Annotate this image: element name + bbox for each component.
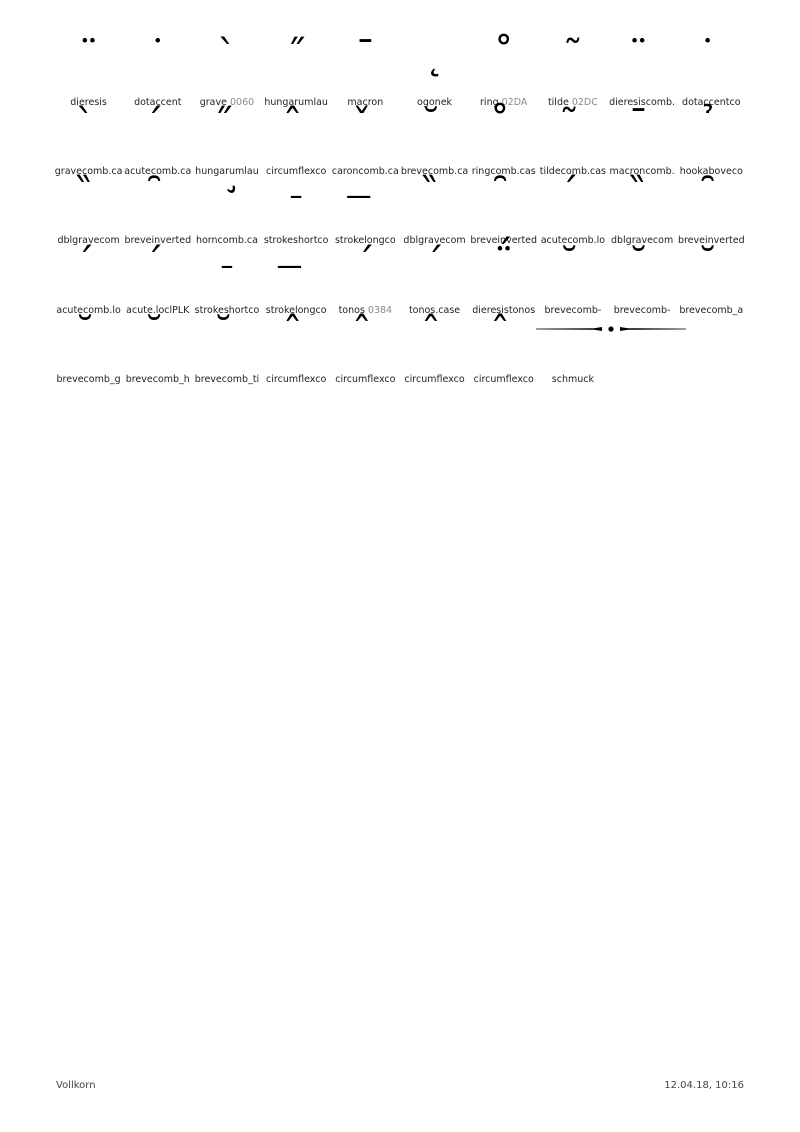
glyph-name: hungarumlau — [195, 166, 259, 178]
glyph-cell — [54, 158, 123, 247]
glyph-label — [54, 374, 123, 386]
glyph-label — [262, 374, 331, 386]
glyph-sample: ̛ — [220, 171, 234, 218]
glyph-name: tildecomb.cas — [539, 166, 607, 178]
glyph-code: 02DA — [501, 97, 528, 108]
glyph-cell — [331, 228, 400, 316]
glyph-cell — [262, 89, 331, 178]
glyph-sample: ̏ — [428, 171, 441, 218]
glyph-code: 0060 — [229, 97, 255, 108]
glyph-name: circumflexco — [473, 373, 534, 385]
glyph-sample: ̂ — [289, 309, 303, 356]
glyph-name: dblgravecom — [610, 235, 674, 247]
glyph-cell — [192, 89, 261, 178]
glyph-cell — [677, 89, 746, 178]
glyph-label — [192, 374, 261, 386]
glyph-sample: ̆ — [566, 240, 580, 287]
glyph-sample: ̵ — [220, 240, 234, 287]
glyph-name: acutecomb.lo — [56, 304, 121, 316]
glyph-name: ringcomb.cas — [471, 166, 536, 178]
glyph-cell — [400, 297, 469, 385]
glyph-name: acutecomb.ca — [124, 166, 192, 178]
glyph-cell — [400, 228, 469, 316]
glyph-name: dblgravecom — [57, 235, 120, 247]
glyph-name: acutecomb.lo — [540, 235, 606, 247]
glyph-cell — [677, 228, 746, 316]
glyph-sample: ̌ — [358, 102, 372, 149]
glyph-sample: ́ — [151, 102, 165, 149]
glyph-name: acute.loclPLK — [126, 304, 190, 316]
glyph-cell — [538, 89, 607, 178]
glyph-cell — [469, 89, 538, 178]
glyph-sample: ˚ — [493, 33, 514, 79]
glyph-cell — [677, 158, 746, 247]
glyph-name: circumflexco — [266, 166, 327, 178]
glyph-sample: ̇ — [704, 33, 718, 79]
glyph-sample: ̆ — [635, 240, 649, 287]
glyph-label — [331, 374, 400, 386]
glyph-name: hookaboveco — [679, 166, 743, 178]
glyph-name: strokelongco — [334, 235, 396, 247]
glyph-name: breveinverted — [470, 235, 538, 247]
glyph-cell — [262, 20, 331, 108]
glyph-cell — [469, 158, 538, 247]
glyph-cell — [262, 297, 331, 385]
glyph-name: brevecomb_ti — [194, 373, 260, 385]
glyph-name: horncomb.ca — [195, 235, 258, 247]
glyph-name: dotaccent — [134, 97, 182, 108]
glyph-cell — [677, 20, 746, 108]
glyph-sample: ̏ — [82, 171, 95, 218]
glyph-cell — [469, 297, 538, 385]
glyph-name: brevecomb_a — [679, 304, 744, 316]
glyph-sample: ̂ — [289, 102, 303, 149]
glyph-label — [469, 374, 538, 386]
glyph-label — [538, 374, 607, 386]
glyph-name: brevecomb.ca — [400, 166, 469, 178]
glyph-name: macroncomb. — [609, 166, 675, 178]
glyph-name: dblgravecom — [403, 235, 466, 247]
glyph-sample: ̑ — [704, 171, 718, 218]
glyph-cell — [123, 89, 192, 178]
glyph-name: tonos.case — [408, 304, 461, 316]
glyph-name: brevecomb- — [544, 304, 602, 316]
glyph-sample: ̶ — [289, 240, 303, 287]
glyph-cell — [54, 89, 123, 178]
glyph-sample: ` — [216, 33, 237, 79]
glyph-sample: ̂ — [358, 309, 372, 356]
glyph-cell — [123, 20, 192, 108]
font-name: Vollkorn — [56, 1080, 96, 1091]
glyph-name: circumflexco — [404, 373, 465, 385]
glyph-sample: ΄ — [424, 240, 445, 287]
glyph-sample: ˝ — [286, 33, 307, 79]
glyph-name: breveinverted — [124, 235, 192, 247]
glyph-sample: ΄ — [355, 240, 376, 287]
glyph-cell — [54, 228, 123, 316]
glyph-name: strokeshortco — [263, 235, 329, 247]
glyph-label — [123, 374, 192, 386]
glyph-sample: ̋ — [220, 102, 234, 149]
glyph-sample: ̂ — [497, 309, 511, 356]
glyph-cell — [608, 20, 677, 108]
glyph-sample: ̀ — [82, 102, 95, 149]
glyph-cell — [331, 89, 400, 178]
glyph-cell — [608, 228, 677, 316]
glyph-code: 0384 — [367, 304, 393, 316]
glyph-name: ring — [480, 97, 499, 108]
glyph-sample: ̆ — [428, 102, 441, 149]
glyph-sample: ̊ — [497, 102, 511, 149]
glyph-name: brevecomb_g — [56, 373, 121, 385]
glyph-cell — [538, 297, 607, 385]
glyph-sample: ̆ — [704, 240, 718, 287]
glyph-cell — [608, 89, 677, 178]
glyph-sample: ́ — [151, 240, 165, 287]
glyph-cell — [469, 228, 538, 316]
glyph-name: brevecomb- — [613, 304, 671, 316]
glyph-cell — [123, 297, 192, 385]
glyph-sample: ˛ — [424, 33, 445, 79]
glyph-sample: ̆ — [151, 309, 165, 356]
glyph-sample: ̆ — [220, 309, 234, 356]
glyph-cell — [400, 158, 469, 247]
glyph-name: dieresiscomb. — [609, 97, 676, 108]
glyph-name: caroncomb.ca — [331, 166, 399, 178]
glyph-cell — [538, 228, 607, 316]
glyph-name: tonos — [338, 304, 365, 316]
glyph-sample: ̵ — [289, 171, 303, 218]
glyph-label — [608, 305, 677, 317]
glyph-name: brevecomb_h — [125, 373, 190, 385]
glyph-cell — [192, 20, 261, 108]
glyph-sample: ¯ — [355, 33, 376, 79]
glyph-sample: ̆ — [82, 309, 95, 356]
glyph-name: gravecomb.ca — [54, 166, 123, 178]
glyph-sample: ̄ — [635, 102, 649, 149]
glyph-name: hungarumlau — [264, 97, 328, 108]
glyph-sample: ΅ — [493, 240, 514, 287]
glyph-sample: ́ — [82, 240, 95, 287]
glyph-sample: ˜ — [562, 33, 583, 79]
glyph-sample: ̈ — [635, 33, 649, 79]
glyph-name: circumflexco — [266, 373, 327, 385]
glyph-cell — [123, 158, 192, 247]
glyph-name: schmuck — [551, 373, 594, 385]
glyph-cell — [538, 20, 607, 108]
glyph-cell — [400, 20, 469, 108]
glyph-cell — [608, 158, 677, 247]
glyph-sample: ˙ — [147, 33, 168, 79]
glyph-code: 02DC — [571, 97, 598, 108]
glyph-cell — [262, 158, 331, 247]
glyph-name: breveinverted — [677, 235, 745, 247]
glyph-name: ogonek — [417, 97, 453, 108]
glyph-name: tilde — [547, 97, 569, 108]
glyph-cell — [538, 158, 607, 247]
glyph-cell — [331, 20, 400, 108]
glyph-sample: ̂ — [428, 309, 441, 356]
glyph-cell — [192, 158, 261, 247]
glyph-grid — [54, 20, 746, 385]
glyph-name: strokeshortco — [194, 304, 260, 316]
glyph-sample: ̑ — [497, 171, 511, 218]
glyph-cell — [123, 228, 192, 316]
glyph-name: dieresistonos — [472, 304, 536, 316]
glyph-name: macron — [347, 97, 384, 108]
glyph-cell — [54, 20, 123, 108]
glyph-name: circumflexco — [335, 373, 396, 385]
glyph-cell — [331, 158, 400, 247]
glyph-cell — [192, 228, 261, 316]
glyph-name: grave — [199, 97, 227, 108]
glyph-cell — [262, 228, 331, 316]
glyph-sample: ́ — [566, 171, 580, 218]
glyph-label — [400, 374, 469, 386]
glyph-cell — [54, 297, 123, 385]
glyph-sample: ̑ — [151, 171, 165, 218]
glyph-name: dieresis — [70, 97, 107, 108]
glyph-sample: ̃ — [566, 102, 580, 149]
glyph-sample: ̏ — [635, 171, 649, 218]
glyph-sample: ̉ — [704, 102, 718, 149]
glyph-label — [677, 305, 746, 317]
glyph-cell — [469, 20, 538, 108]
timestamp: 12.04.18, 10:16 — [664, 1080, 744, 1091]
glyph-name: dotaccentco — [682, 97, 741, 108]
glyph-cell — [331, 297, 400, 385]
glyph-name: strokelongco — [265, 304, 327, 316]
glyph-sample: ̶ — [358, 171, 372, 218]
schmuck-ornament — [536, 326, 686, 332]
glyph-cell — [400, 89, 469, 178]
glyph-sample: ¨ — [78, 33, 99, 79]
glyph-cell — [192, 297, 261, 385]
